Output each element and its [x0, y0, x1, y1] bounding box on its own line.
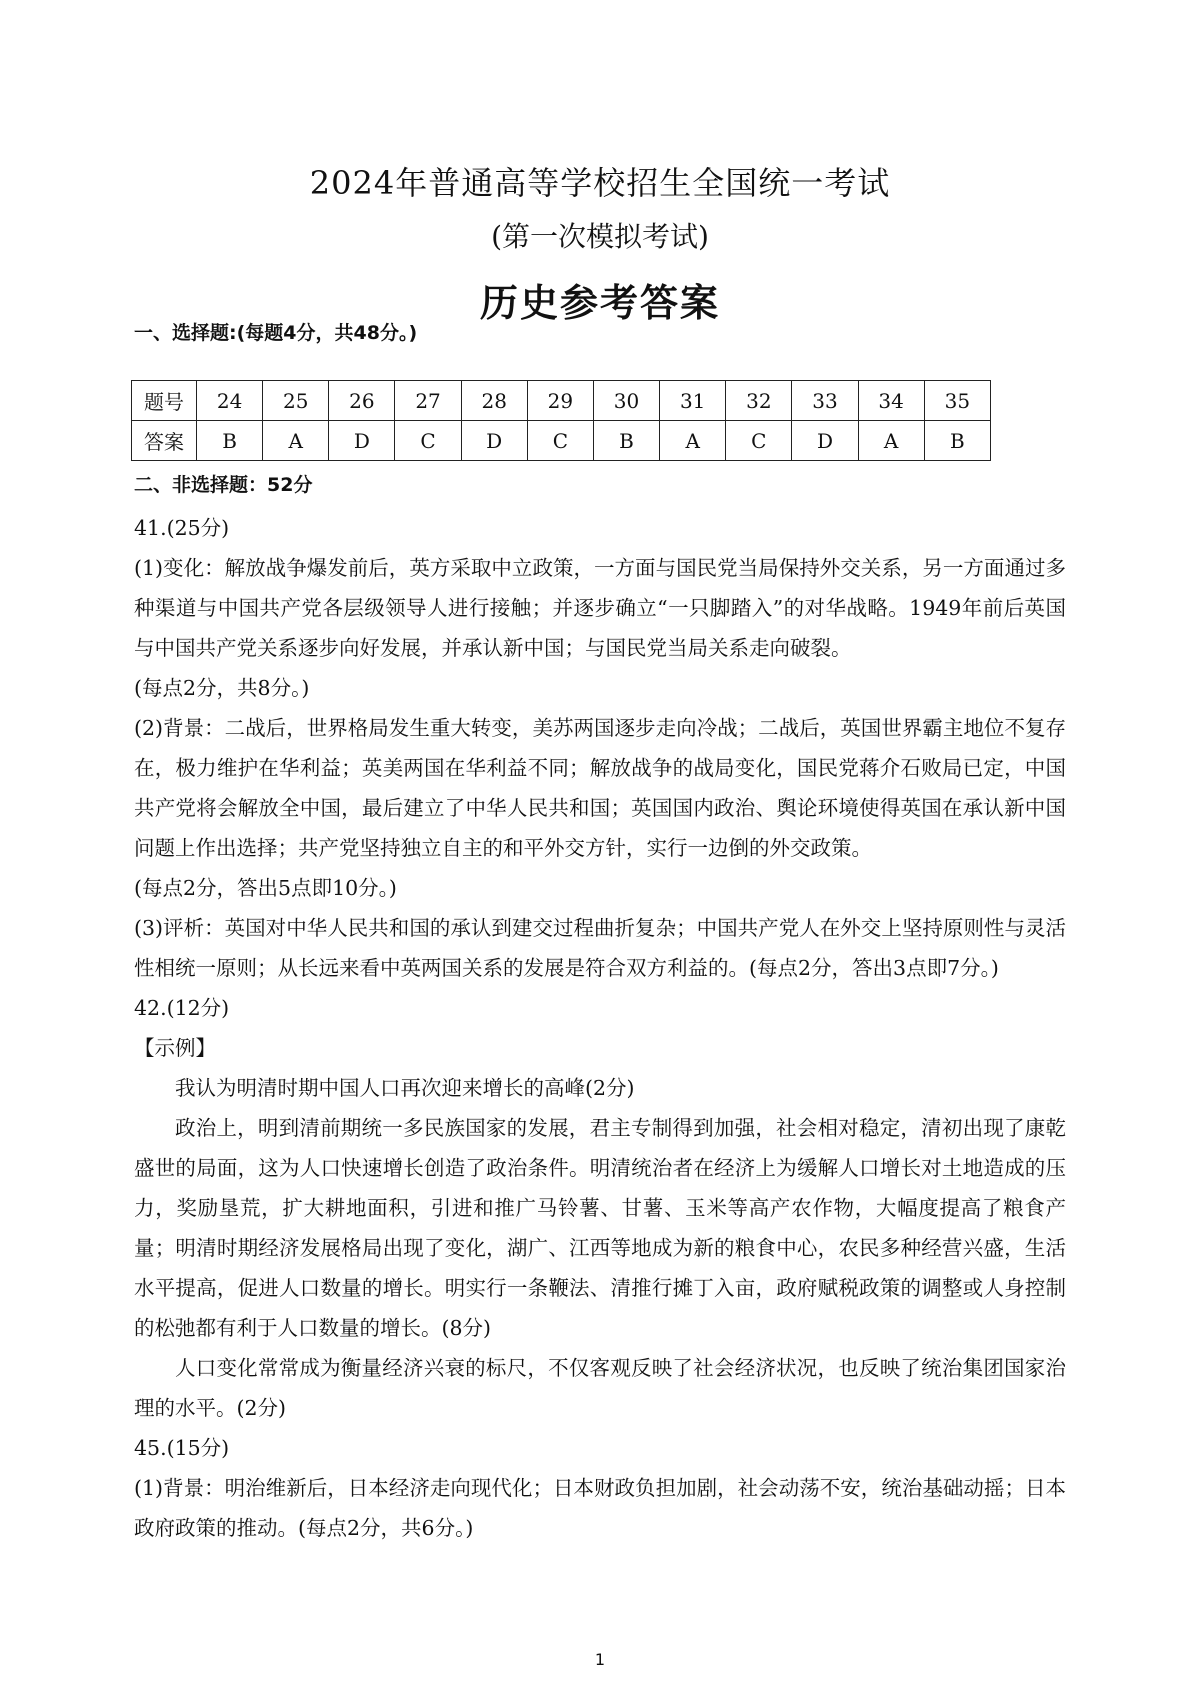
section1-heading: 一、选择题:(每题4分，共48分。)	[134, 322, 418, 344]
exam-title: 2024年普通高等学校招生全国统一考试	[309, 164, 891, 202]
question-number-cell: 34	[858, 381, 924, 421]
q42-argument: 政治上，明到清前期统一多民族国家的发展，君主专制得到加强，社会相对稳定，清初出现了康乾盛世的局面，这为人口快速增长创造了政治条件。明清统治者在经济上为缓解人口增长对土地造成的压力，奖励垦荒，扩大耕地面积，引进和推广马铃薯、甘薯、玉米等高产农作物，大幅度提高了粮食产量；明清时期经济发展格局出现了变化，湖广、江西等地成为新的粮食中心，农民多种经营兴盛，生活水平提高，促进人口数量的增长。明实行一条鞭法、清推行摊丁入亩，政府赋税政策的调整或人身控制的松弛都有利于人口数量的增长。(8分)	[134, 1116, 1066, 1340]
answer-cell: B	[197, 421, 263, 461]
q42-conclusion: 人口变化常常成为衡量经济兴衰的标尺，不仅客观反映了社会经济状况，也反映了统治集团国家治理的水平。(2分)	[134, 1356, 1066, 1420]
exam-subtitle: (第一次模拟考试)	[491, 220, 709, 253]
row-label-answer: 答案	[132, 421, 197, 461]
question-number-cell: 31	[660, 381, 726, 421]
q41-part2-score: (每点2分，答出5点即10分。)	[134, 876, 397, 900]
question-number-cell: 29	[527, 381, 593, 421]
answer-cell: D	[461, 421, 527, 461]
q41-part3: (3)评析：英国对中华人民共和国的承认到建交过程曲折复杂；中国共产党人在外交上坚持原则性与灵活性相统一原则；从长远来看中英两国关系的发展是符合双方利益的。(每点2分，答出3点即7分。)	[134, 916, 1066, 980]
answer-row	[132, 421, 991, 461]
answer-cell: A	[660, 421, 726, 461]
answer-cell: C	[726, 421, 792, 461]
answer-cell: B	[593, 421, 659, 461]
page-number: 1	[594, 1650, 606, 1669]
question-number-cell: 24	[197, 381, 263, 421]
q41-part1: (1)变化：解放战争爆发前后，英方采取中立政策，一方面与国民党当局保持外交关系，另一方面通过多种渠道与中国共产党各层级领导人进行接触；并逐步确立“一只脚踏入”的对华战略。1949年前后英国与中国共产党关系逐步向好发展，并承认新中国；与国民党当局关系走向破裂。	[134, 556, 1066, 660]
question-number-cell: 30	[593, 381, 659, 421]
q41-label: 41.(25分)	[134, 516, 230, 540]
question-number-cell: 32	[726, 381, 792, 421]
question-number-cell: 26	[329, 381, 395, 421]
answer-content	[134, 508, 1066, 1548]
q41-part2: (2)背景：二战后，世界格局发生重大转变，美苏两国逐步走向冷战；二战后，英国世界霸主地位不复存在，极力维护在华利益；英美两国在华利益不同；解放战争的战局变化，国民党蒋介石败局已定，中国共产党将会解放全中国，最后建立了中华人民共和国；英国国内政治、舆论环境使得英国在承认新中国问题上作出选择；共产党坚持独立自主的和平外交方针，实行一边倒的外交政策。	[134, 716, 1066, 860]
question-number-row	[132, 381, 991, 421]
answer-cell: A	[858, 421, 924, 461]
answer-cell: D	[329, 421, 395, 461]
answer-cell: B	[924, 421, 990, 461]
answer-cell: A	[263, 421, 329, 461]
question-number-cell: 25	[263, 381, 329, 421]
q45-part1: (1)背景：明治维新后，日本经济走向现代化；日本财政负担加剧，社会动荡不安，统治基础动摇；日本政府政策的推动。(每点2分，共6分。)	[134, 1476, 1066, 1540]
document-title: 历史参考答案	[479, 280, 720, 325]
question-number-cell: 35	[924, 381, 990, 421]
q42-label: 42.(12分)	[134, 996, 230, 1020]
q41-part1-score: (每点2分，共8分。)	[134, 676, 310, 700]
question-number-cell: 27	[395, 381, 461, 421]
row-label-question: 题号	[132, 381, 197, 421]
section2-heading: 二、非选择题：52分	[134, 474, 313, 496]
answer-cell: C	[527, 421, 593, 461]
q45-label: 45.(15分)	[134, 1436, 230, 1460]
answer-cell: D	[792, 421, 858, 461]
question-number-cell: 33	[792, 381, 858, 421]
answer-cell: C	[395, 421, 461, 461]
answer-table	[131, 380, 991, 461]
q42-thesis: 我认为明清时期中国人口再次迎来增长的高峰(2分)	[175, 1076, 635, 1100]
q42-example-label: 【示例】	[134, 1036, 216, 1060]
question-number-cell: 28	[461, 381, 527, 421]
